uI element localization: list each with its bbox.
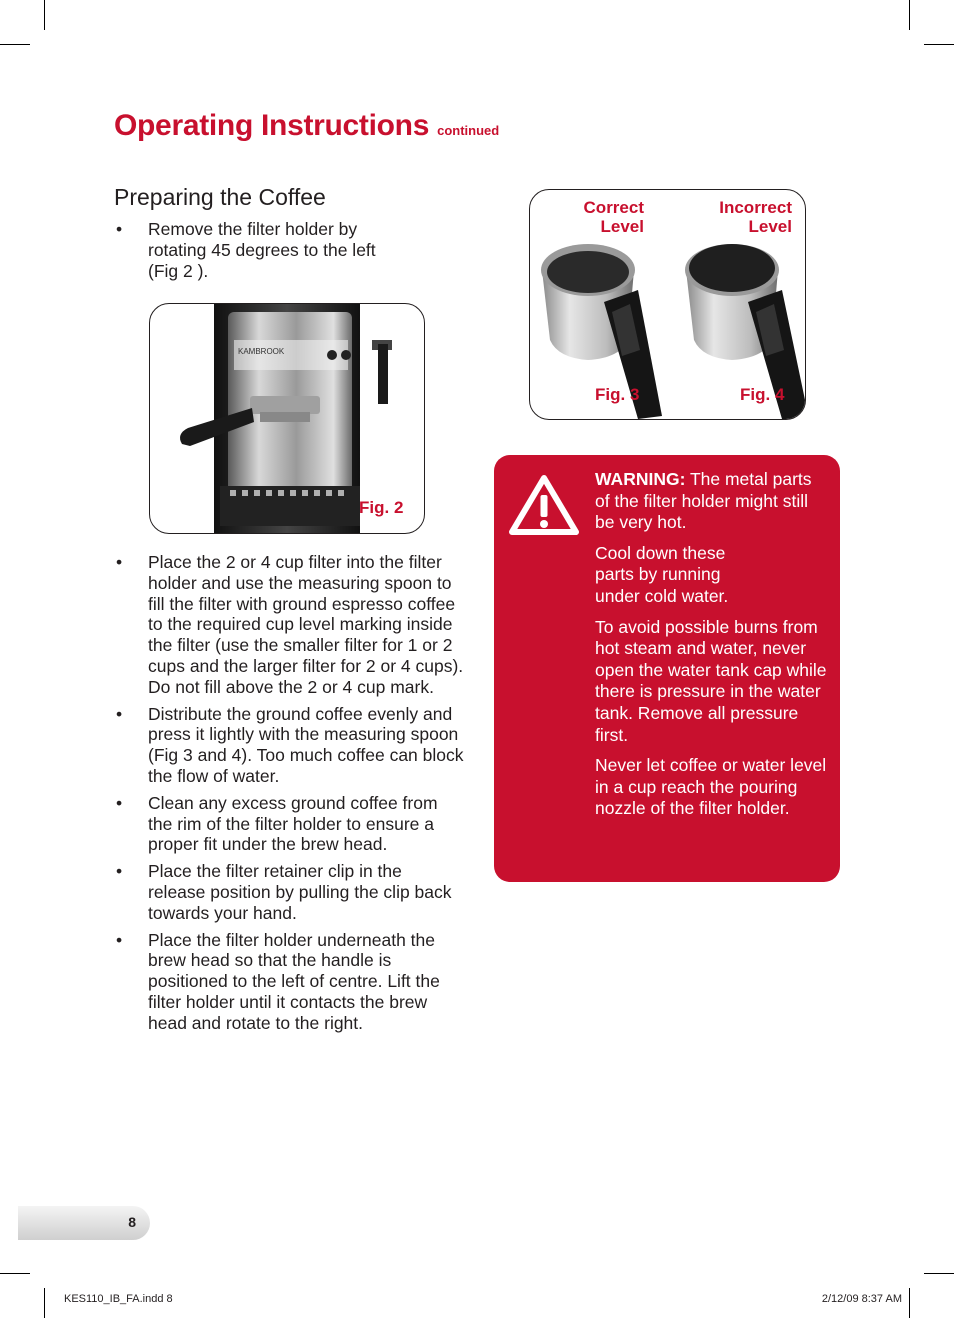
bullet-symbol: • (116, 219, 123, 239)
level-label-line: Incorrect (719, 198, 792, 217)
crop-mark (44, 0, 45, 30)
warning-triangle-icon (507, 473, 581, 537)
list-item (114, 861, 464, 923)
crop-mark (909, 1288, 910, 1318)
bullet-symbol: • (116, 792, 123, 813)
list-item-text: Remove the filter holder by rotating 45 degrees to the left (Fig 2 ). (148, 219, 376, 281)
list-item (114, 793, 464, 855)
bullet-symbol: • (116, 929, 123, 950)
title-continued: continued (437, 123, 500, 138)
crop-mark (909, 0, 910, 30)
level-label-line: Level (600, 217, 644, 236)
figure-label: Fig. 4 (740, 385, 785, 404)
warning-text (595, 469, 827, 829)
slug-filename: KES110_IB_FA.indd 8 (64, 1293, 173, 1305)
figure-3-4 (529, 189, 806, 420)
figure-2 (149, 303, 425, 534)
warning-paragraph: Never let coffee or water level in a cup reach the pouring nozzle of the filter holder. (595, 755, 827, 819)
page-title (114, 106, 499, 143)
bullet-symbol: • (116, 703, 123, 724)
list-item-text: Clean any excess ground coffee from the rim of the filter holder to ensure a proper fit under the brew head. (148, 792, 438, 855)
warning-paragraph (595, 469, 827, 534)
instruction-list (114, 552, 464, 1040)
warning-first-text: The metal parts of the filter holder might still be very hot. (595, 469, 812, 533)
figure-label: Fig. 3 (595, 385, 640, 404)
warning-box (494, 455, 840, 882)
list-item (114, 704, 464, 787)
brand-label: KAMBROOK (238, 347, 285, 356)
bullet-symbol: • (116, 552, 123, 572)
level-label-line: Level (748, 217, 792, 236)
slug-timestamp: 2/12/09 8:37 AM (821, 1293, 902, 1305)
crop-mark (924, 44, 954, 45)
warning-paragraph: Cool down these parts by running under cold water. (595, 542, 729, 606)
warning-paragraph: To avoid possible burns from hot steam and water, never open the water tank cap while there is pressure in the water tank. Remove all pressure first. (595, 616, 827, 745)
bullet-symbol: • (116, 861, 123, 882)
list-item-text: Place the 2 or 4 cup filter into the filter holder and use the measuring spoon to fill the filter with ground espresso coffee to the required cup level marking inside the filter (use the smaller filter for 1 or 2 cups and the larger filter for 2 or 4 cups). Do not fill above the 2 or 4 cup mark. (148, 552, 464, 697)
section-heading: Preparing the Coffee (114, 184, 326, 210)
list-item-text: Distribute the ground coffee evenly and press it lightly with the measuring spoon (Fig 3 and 4). Too much coffee can block the flow of water. (148, 703, 464, 786)
list-item (114, 930, 464, 1034)
title-text: Operating Instructions (114, 109, 430, 142)
crop-mark (44, 1288, 45, 1318)
page-number-tab (18, 1206, 150, 1240)
list-item-text: Place the filter holder underneath the brew head so that the handle is positioned to the left of centre. Lift the filter holder until it contacts the brew head and rotate to the right. (148, 929, 440, 1033)
crop-mark (0, 44, 30, 45)
list-item (114, 219, 464, 281)
crop-mark (924, 1273, 954, 1274)
figure-label: Fig. 2 (359, 498, 404, 517)
intro-list (114, 219, 464, 287)
list-item-text: Place the filter retainer clip in the release position by pulling the clip back towards your hand. (148, 861, 452, 923)
crop-mark (0, 1273, 30, 1274)
warning-lead: WARNING: (595, 469, 686, 489)
page-number: 8 (128, 1214, 136, 1230)
level-label-line: Correct (583, 198, 644, 217)
list-item (114, 552, 464, 698)
